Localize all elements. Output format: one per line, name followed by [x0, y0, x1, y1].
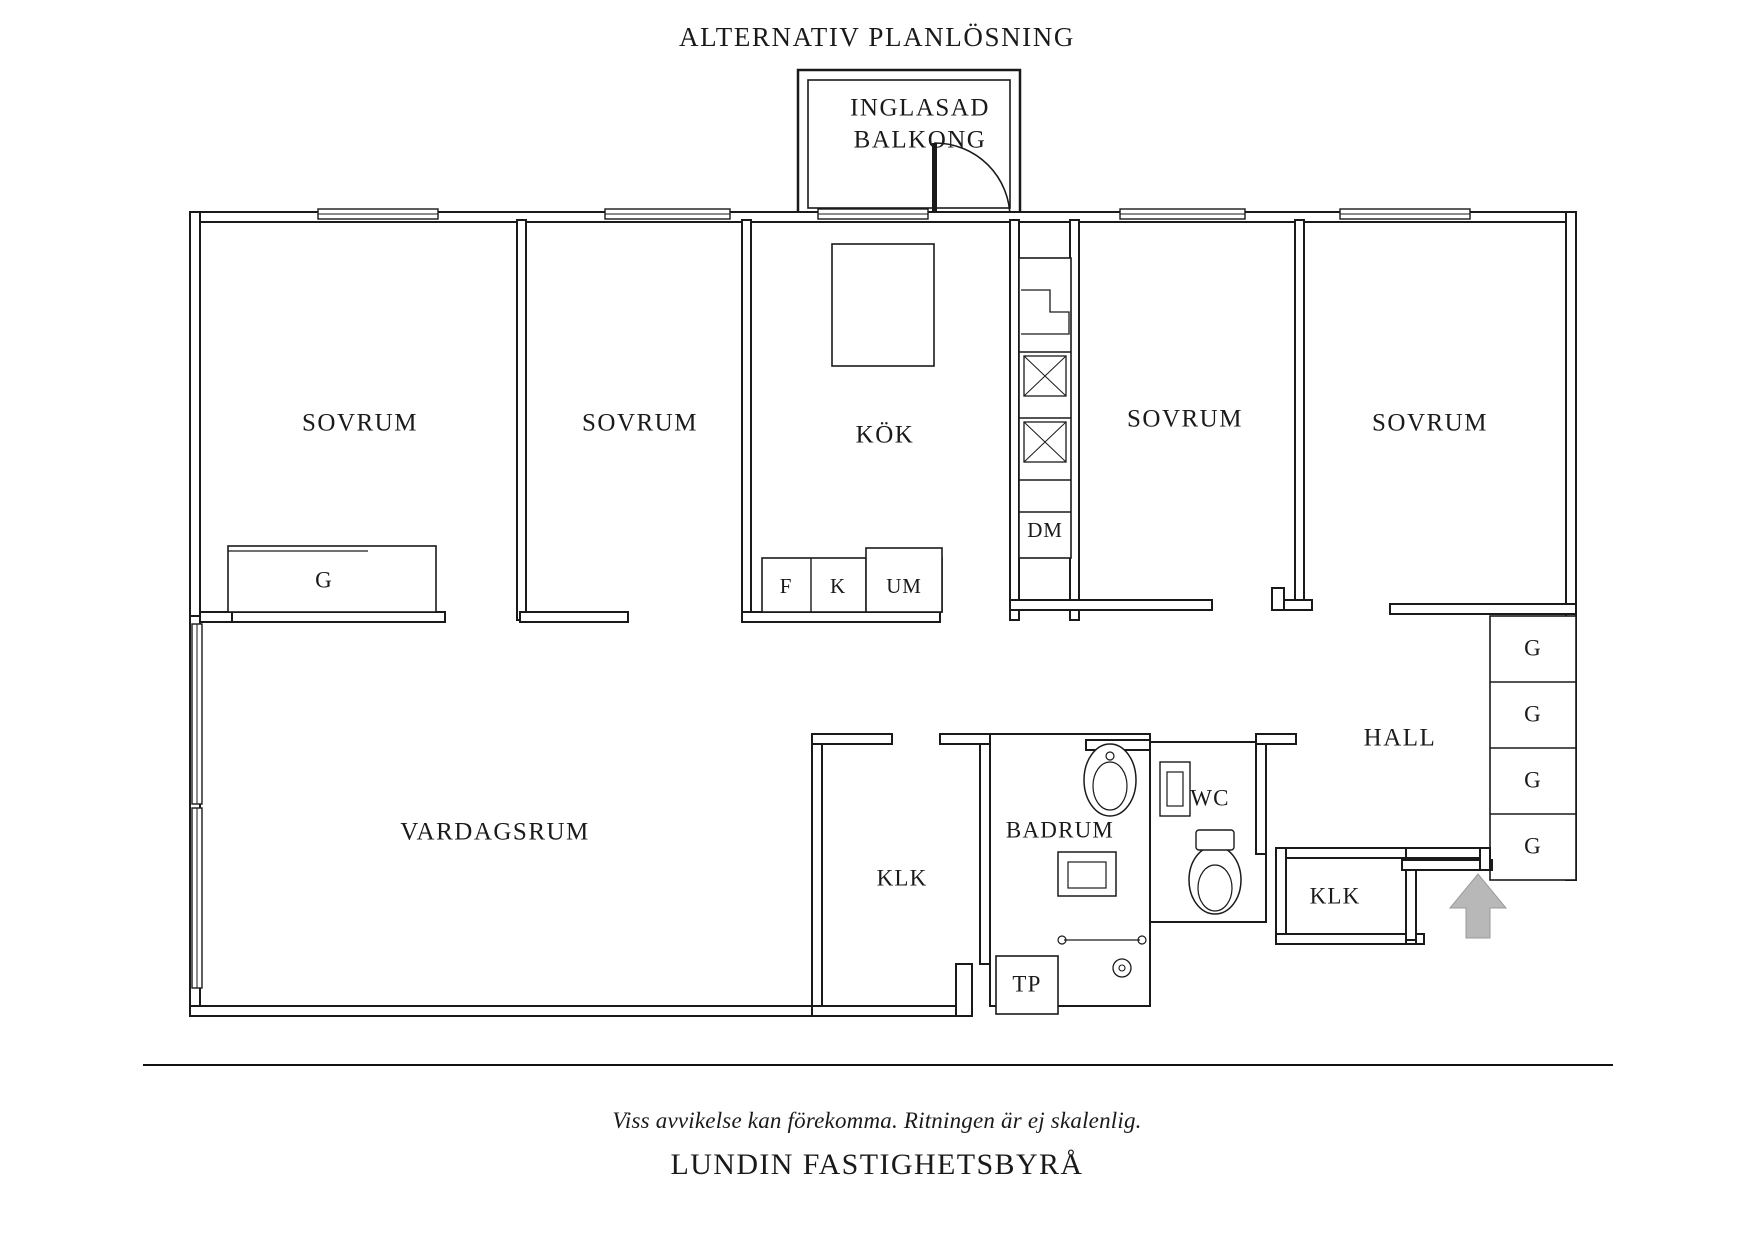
fixture-label-wardrobe-bedroom1: G [315, 567, 333, 593]
footer-divider [143, 1064, 1613, 1066]
room-label-closet-2: KLK [1309, 883, 1361, 909]
fixture-label-hall-wardrobe-4: G [1524, 833, 1542, 859]
room-label-kitchen: KÖK [855, 421, 915, 449]
window-bedroom2 [605, 209, 730, 219]
fixture-label-hall-wardrobe-3: G [1524, 767, 1542, 793]
room-label-bedroom-3: SOVRUM [1127, 405, 1243, 433]
room-label-balcony-line2: BALKONG [853, 126, 987, 154]
room-label-bathroom: BADRUM [1005, 817, 1115, 843]
entrance-arrow-icon [1450, 874, 1506, 938]
room-label-hall: HALL [1363, 724, 1437, 752]
disclaimer-text: Viss avvikelse kan förekomma. Ritningen är ej skalenlig. [612, 1108, 1142, 1133]
company-name: LUNDIN FASTIGHETSBYRÅ [670, 1148, 1084, 1181]
fixture-label-dishwasher: DM [1027, 517, 1063, 542]
room-label-bedroom-1: SOVRUM [302, 409, 418, 437]
fixture-label-hall-wardrobe-1: G [1524, 635, 1542, 661]
room-label-wc: WC [1190, 785, 1230, 811]
fixture-label-fridge: F [779, 573, 793, 598]
window-kitchen [818, 209, 928, 219]
room-label-living-room: VARDAGSRUM [400, 818, 590, 846]
window-bedroom1 [318, 209, 438, 219]
room-label-bedroom-4: SOVRUM [1372, 409, 1488, 437]
kitchen-counter-top [832, 244, 934, 366]
room-label-bedroom-2: SOVRUM [582, 409, 698, 437]
kitchen-appliance-column [1019, 258, 1071, 558]
fixture-label-washer: TP [1012, 971, 1042, 997]
fixture-label-hall-wardrobe-2: G [1524, 701, 1542, 727]
room-label-closet-1: KLK [876, 865, 928, 891]
page-title: ALTERNATIV PLANLÖSNING [679, 22, 1075, 52]
window-bedroom4 [1340, 209, 1470, 219]
fixture-label-oven: UM [886, 573, 922, 598]
window-bedroom3 [1120, 209, 1245, 219]
fixture-label-freezer: K [830, 573, 846, 598]
room-label-balcony-line1: INGLASAD [850, 94, 990, 122]
